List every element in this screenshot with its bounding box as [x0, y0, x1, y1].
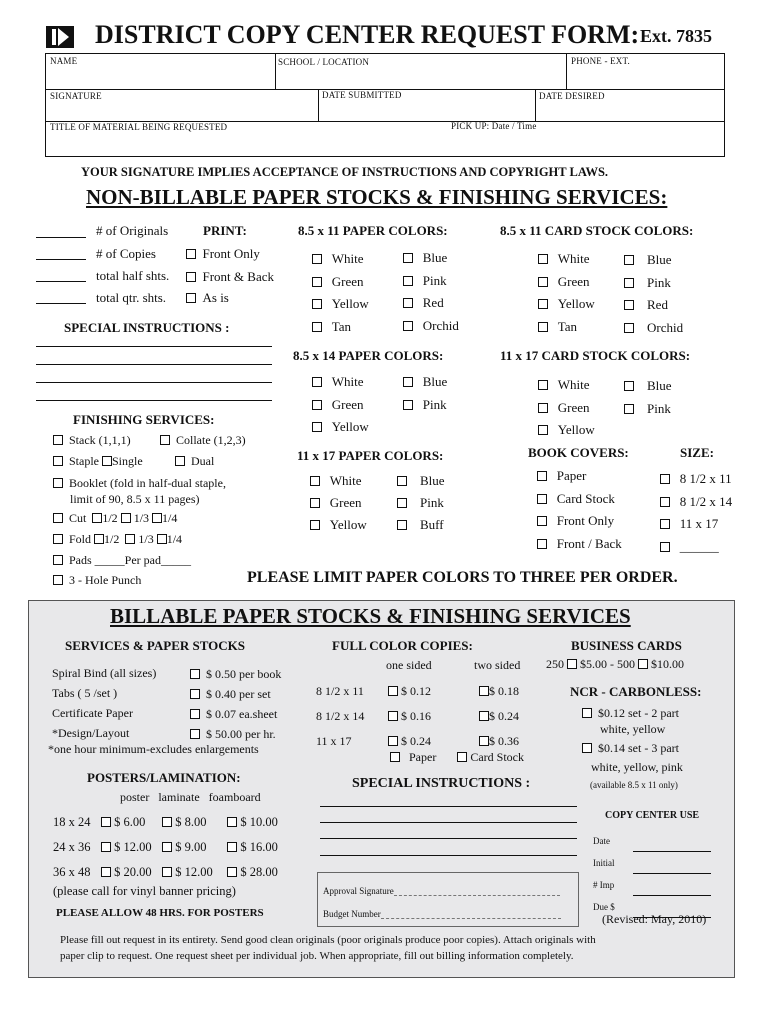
checkbox[interactable]	[101, 867, 111, 877]
checkbox[interactable]	[312, 322, 322, 332]
paper-85x11-orchid[interactable]: Orchid	[403, 315, 459, 338]
checkbox[interactable]	[567, 659, 577, 669]
checkbox[interactable]	[190, 689, 200, 699]
cover-front-back[interactable]: Front / Back	[537, 533, 622, 556]
checkbox[interactable]	[390, 752, 400, 762]
fullcolor-row: 8 1/2 x 11 $ 0.12 $ 0.18	[316, 684, 519, 698]
checkbox[interactable]	[125, 534, 135, 544]
checkbox[interactable]	[310, 520, 320, 530]
checkbox[interactable]	[227, 867, 237, 877]
card-85x11-title: 8.5 x 11 CARD STOCK COLORS:	[500, 223, 694, 238]
fold-option[interactable]: Fold	[69, 532, 92, 546]
design-note: *one hour minimum-excludes enlargements	[48, 742, 259, 756]
checkbox[interactable]	[582, 743, 592, 753]
checkbox[interactable]	[624, 278, 634, 288]
checkbox[interactable]	[457, 752, 467, 762]
checkbox[interactable]	[660, 519, 670, 529]
poster-row: 18 x 24 $ 6.00 $ 8.00 $ 10.00	[53, 815, 278, 829]
approval-signature-field[interactable]: Approval Signature	[323, 886, 560, 896]
checkbox[interactable]	[538, 299, 548, 309]
print-as-is[interactable]: As is	[186, 290, 229, 306]
date-desired-field[interactable]: DATE DESIRED	[539, 91, 605, 101]
checkbox[interactable]	[403, 298, 413, 308]
checkbox[interactable]	[190, 709, 200, 719]
paper-85x11-tan[interactable]: Tan	[312, 316, 369, 339]
paper-85x11-pink[interactable]: Pink	[403, 270, 459, 293]
booklet-option[interactable]: Booklet (fold in half-dual staple,	[69, 476, 226, 490]
checkbox[interactable]	[227, 817, 237, 827]
paper-11x17-pink[interactable]: Pink	[397, 492, 445, 514]
card-85x11-orchid[interactable]: Orchid	[624, 317, 683, 340]
card-11x17-pink[interactable]: Pink	[624, 398, 672, 421]
checkbox[interactable]	[101, 842, 111, 852]
checkbox[interactable]	[660, 497, 670, 507]
paper-limit-notice: PLEASE LIMIT PAPER COLORS TO THREE PER ORDER.	[247, 569, 678, 586]
checkbox[interactable]	[121, 513, 131, 523]
checkbox[interactable]	[538, 403, 548, 413]
checkbox[interactable]	[53, 555, 63, 565]
checkbox[interactable]	[157, 534, 167, 544]
checkbox[interactable]	[538, 322, 548, 332]
poster-row: 24 x 36 $ 12.00 $ 9.00 $ 16.00	[53, 840, 278, 854]
checkbox[interactable]	[624, 255, 634, 265]
checkbox[interactable]	[312, 277, 322, 287]
print-front-only[interactable]: Front Only	[186, 246, 260, 262]
checkbox[interactable]	[312, 422, 322, 432]
checkbox[interactable]	[102, 456, 112, 466]
fullcolor-paper-option[interactable]: Paper	[390, 750, 436, 764]
checkbox[interactable]	[186, 249, 196, 259]
foamboard-header: foamboard	[208, 790, 261, 804]
card-11x17-green[interactable]: Green	[538, 397, 595, 420]
district-logo	[46, 26, 74, 48]
poster-header: poster	[120, 790, 150, 804]
ncr-2part-colors: white, yellow	[600, 722, 666, 736]
booklet-note: limit of 90, 8.5 x 11 pages)	[70, 492, 200, 506]
checkbox[interactable]	[160, 435, 170, 445]
fullcolor-title: FULL COLOR COPIES:	[332, 638, 473, 653]
card-85x11-white[interactable]: White	[538, 248, 595, 271]
paper-85x11-red[interactable]: Red	[403, 292, 459, 315]
checkbox[interactable]	[186, 293, 196, 303]
paper-85x14-pink[interactable]: Pink	[403, 394, 447, 417]
office-initial-field[interactable]: Initial	[593, 852, 711, 874]
checkbox[interactable]	[660, 474, 670, 484]
staple-option[interactable]: Staple	[69, 454, 99, 468]
checkbox[interactable]	[397, 476, 407, 486]
paper-85x11-green[interactable]: Green	[312, 271, 369, 294]
checkbox[interactable]	[403, 253, 413, 263]
checkbox[interactable]	[479, 711, 489, 721]
checkbox[interactable]	[388, 736, 398, 746]
checkbox[interactable]	[162, 867, 172, 877]
office-date-field[interactable]: Date	[593, 830, 711, 852]
checkbox[interactable]	[94, 534, 104, 544]
checkbox[interactable]	[403, 400, 413, 410]
card-85x11-green[interactable]: Green	[538, 271, 595, 294]
paper-11x17-blue[interactable]: Blue	[397, 470, 445, 492]
card-85x11-yellow[interactable]: Yellow	[538, 293, 595, 316]
checkbox[interactable]	[53, 575, 63, 585]
business-500-option[interactable]: $10.00	[638, 657, 684, 671]
business-qty: 250	[546, 657, 564, 671]
copies-count[interactable]: # of Copies	[96, 246, 156, 261]
office-imp-field[interactable]: # Imp	[593, 874, 711, 896]
checkbox[interactable]	[624, 323, 634, 333]
posters-title: POSTERS/LAMINATION:	[87, 770, 241, 785]
print-front-back[interactable]: Front & Back	[186, 269, 274, 285]
size-85x11[interactable]: 8 1/2 x 11	[660, 468, 732, 491]
date-submitted-field[interactable]: DATE SUBMITTED	[322, 90, 402, 100]
card-85x11-tan[interactable]: Tan	[538, 316, 595, 339]
spiral-bind-option[interactable]: $ 0.50 per book	[190, 664, 281, 684]
business-cards-title: BUSINESS CARDS	[571, 638, 682, 653]
checkbox[interactable]	[53, 478, 63, 488]
revised-date: (Revised: May, 2010)	[602, 912, 707, 926]
paper-85x14-blue[interactable]: Blue	[403, 371, 447, 394]
paper-11x17-buff[interactable]: Buff	[397, 514, 445, 536]
budget-number-field[interactable]: Budget Number	[323, 909, 561, 919]
checkbox[interactable]	[152, 513, 162, 523]
hole-punch-option[interactable]: 3 - Hole Punch	[69, 573, 142, 587]
name-field[interactable]: NAME	[50, 56, 78, 66]
checkbox[interactable]	[638, 659, 648, 669]
checkbox[interactable]	[190, 669, 200, 679]
checkbox[interactable]	[537, 494, 547, 504]
paper-85x14-green[interactable]: Green	[312, 394, 369, 417]
card-85x11-blue[interactable]: Blue	[624, 249, 683, 272]
allow-48-notice: PLEASE ALLOW 48 HRS. FOR POSTERS	[56, 907, 264, 919]
originals-count[interactable]: # of Originals	[96, 223, 169, 238]
checkbox[interactable]	[92, 513, 102, 523]
pickup-field[interactable]: PICK UP: Date / Time	[451, 121, 537, 131]
checkbox[interactable]	[624, 300, 634, 310]
fullcolor-row: 8 1/2 x 14 $ 0.16 $ 0.24	[316, 709, 519, 723]
business-250-option[interactable]: $5.00 - 500	[567, 657, 635, 671]
one-sided-header: one sided	[386, 658, 432, 672]
design-option[interactable]: $ 50.00 per hr.	[190, 724, 281, 744]
ncr-3part-colors: white, yellow, pink	[591, 760, 683, 774]
checkbox[interactable]	[537, 471, 547, 481]
form-title: DISTRICT COPY CENTER REQUEST FORM:	[95, 20, 640, 49]
finishing-title: FINISHING SERVICES:	[73, 412, 215, 427]
checkbox[interactable]	[660, 542, 670, 552]
paper-11x17-white[interactable]: White	[310, 470, 367, 492]
paper-85x11-yellow[interactable]: Yellow	[312, 293, 369, 316]
card-85x11-red[interactable]: Red	[624, 294, 683, 317]
ncr-2part-option[interactable]: $0.12 set - 2 part	[582, 706, 679, 721]
footer-instructions-1: Please fill out request in its entirety. Send good clean originals (poor originals produce poor copies). Attach originals with	[60, 934, 596, 946]
card-11x17-white[interactable]: White	[538, 374, 595, 397]
size-85x14[interactable]: 8 1/2 x 14	[660, 491, 732, 514]
paper-85x11-white[interactable]: White	[312, 248, 369, 271]
billable-special-instructions: SPECIAL INSTRUCTIONS :	[352, 776, 531, 791]
design-layout-label: *Design/Layout	[52, 726, 130, 740]
paper-11x17-title: 11 x 17 PAPER COLORS:	[297, 448, 444, 463]
checkbox[interactable]	[624, 404, 634, 414]
paper-85x11-title: 8.5 x 11 PAPER COLORS:	[298, 223, 448, 238]
card-11x17-blue[interactable]: Blue	[624, 375, 672, 398]
ncr-title: NCR - CARBONLESS:	[570, 684, 702, 699]
stack-option[interactable]: Stack (1,1,1)	[69, 433, 131, 447]
checkbox[interactable]	[227, 842, 237, 852]
fullcolor-card-option[interactable]: Card Stock	[457, 750, 524, 764]
extension: Ext. 7835	[640, 26, 712, 46]
checkbox[interactable]	[403, 377, 413, 387]
single-option[interactable]: Single	[112, 454, 143, 468]
collate-option[interactable]: Collate (1,2,3)	[176, 433, 246, 447]
card-11x17-title: 11 x 17 CARD STOCK COLORS:	[500, 348, 691, 363]
billable-heading: BILLABLE PAPER STOCKS & FINISHING SERVICES	[110, 604, 631, 628]
checkbox[interactable]	[186, 272, 196, 282]
checkbox[interactable]	[479, 736, 489, 746]
dual-option[interactable]: Dual	[191, 454, 215, 468]
cover-front-only[interactable]: Front Only	[537, 510, 622, 533]
checkbox[interactable]	[53, 435, 63, 445]
cut-option[interactable]: Cut	[69, 511, 87, 525]
checkbox[interactable]	[162, 842, 172, 852]
checkbox[interactable]	[403, 276, 413, 286]
spiral-bind-label: Spiral Bind (all sizes)	[52, 666, 157, 680]
checkbox[interactable]	[53, 534, 63, 544]
checkbox[interactable]	[388, 686, 398, 696]
checkbox[interactable]	[190, 729, 200, 739]
checkbox[interactable]	[624, 381, 634, 391]
size-11x17[interactable]: 11 x 17	[660, 513, 732, 536]
footer-instructions-2: paper clip to request. One request sheet per individual job. When appropriate, fill out billing information completely.	[60, 950, 574, 962]
checkbox[interactable]	[537, 516, 547, 526]
paper-85x11-blue[interactable]: Blue	[403, 247, 459, 270]
fullcolor-row: 11 x 17 $ 0.24 $ 0.36	[316, 734, 519, 748]
school-field[interactable]: SCHOOL / LOCATION	[278, 57, 370, 67]
checkbox[interactable]	[582, 708, 592, 718]
cover-card-stock[interactable]: Card Stock	[537, 488, 622, 511]
pads-option[interactable]: Pads _____Per pad_____	[69, 553, 191, 567]
paper-11x17-green[interactable]: Green	[310, 492, 367, 514]
checkbox[interactable]	[538, 277, 548, 287]
request-info-box	[45, 53, 725, 157]
tabs-option[interactable]: $ 0.40 per set	[190, 684, 281, 704]
tabs-label: Tabs ( 5 /set )	[52, 686, 118, 700]
paper-85x14-title: 8.5 x 14 PAPER COLORS:	[293, 348, 444, 363]
checkbox[interactable]	[479, 686, 489, 696]
half-sheets-count[interactable]: total half shts.	[96, 268, 170, 283]
checkbox[interactable]	[175, 456, 185, 466]
checkbox[interactable]	[538, 380, 548, 390]
poster-row: 36 x 48 $ 20.00 $ 12.00 $ 28.00	[53, 865, 278, 879]
signature-field[interactable]: SIGNATURE	[50, 91, 102, 101]
checkbox[interactable]	[538, 254, 548, 264]
size-title: SIZE:	[680, 445, 714, 460]
special-instructions-label: SPECIAL INSTRUCTIONS :	[64, 320, 230, 335]
checkbox[interactable]	[101, 817, 111, 827]
ncr-3part-option[interactable]: $0.14 set - 3 part	[582, 741, 679, 756]
checkbox[interactable]	[312, 299, 322, 309]
checkbox[interactable]	[537, 539, 547, 549]
checkbox[interactable]	[403, 321, 413, 331]
checkbox[interactable]	[162, 817, 172, 827]
checkbox[interactable]	[388, 711, 398, 721]
book-covers-title: BOOK COVERS:	[528, 445, 629, 460]
quarter-sheets-count[interactable]: total qtr. shts.	[96, 290, 167, 305]
checkbox[interactable]	[397, 498, 407, 508]
card-85x11-pink[interactable]: Pink	[624, 272, 683, 295]
nonbillable-heading: NON-BILLABLE PAPER STOCKS & FINISHING SERVICES:	[86, 185, 668, 209]
checkbox[interactable]	[312, 400, 322, 410]
certificate-paper-label: Certificate Paper	[52, 706, 133, 720]
checkbox[interactable]	[310, 498, 320, 508]
services-title: SERVICES & PAPER STOCKS	[65, 638, 246, 653]
paper-11x17-yellow[interactable]: Yellow	[310, 514, 367, 536]
checkbox[interactable]	[538, 425, 548, 435]
card-11x17-yellow[interactable]: Yellow	[538, 419, 595, 442]
cover-paper[interactable]: Paper	[537, 465, 622, 488]
checkbox[interactable]	[53, 456, 63, 466]
office-due-field[interactable]: Due $	[593, 896, 711, 918]
checkbox[interactable]	[53, 513, 63, 523]
signature-notice: YOUR SIGNATURE IMPLIES ACCEPTANCE OF INSTRUCTIONS AND COPYRIGHT LAWS.	[81, 165, 609, 179]
paper-85x14-white[interactable]: White	[312, 371, 369, 394]
material-title-field[interactable]: TITLE OF MATERIAL BEING REQUESTED	[50, 122, 228, 132]
laminate-header: laminate	[158, 790, 200, 804]
two-sided-header: two sided	[474, 658, 521, 672]
ncr-availability: (available 8.5 x 11 only)	[590, 780, 678, 790]
size-other[interactable]: ______	[660, 536, 732, 559]
checkbox[interactable]	[397, 520, 407, 530]
phone-field[interactable]: PHONE - EXT.	[571, 56, 630, 66]
print-title: PRINT:	[203, 223, 247, 238]
vinyl-note: (please call for vinyl banner pricing)	[53, 884, 236, 898]
paper-85x14-yellow[interactable]: Yellow	[312, 416, 369, 439]
checkbox[interactable]	[312, 254, 322, 264]
checkbox[interactable]	[310, 476, 320, 486]
copy-center-use-title: COPY CENTER USE	[605, 810, 700, 821]
checkbox[interactable]	[312, 377, 322, 387]
certificate-option[interactable]: $ 0.07 ea.sheet	[190, 704, 281, 724]
